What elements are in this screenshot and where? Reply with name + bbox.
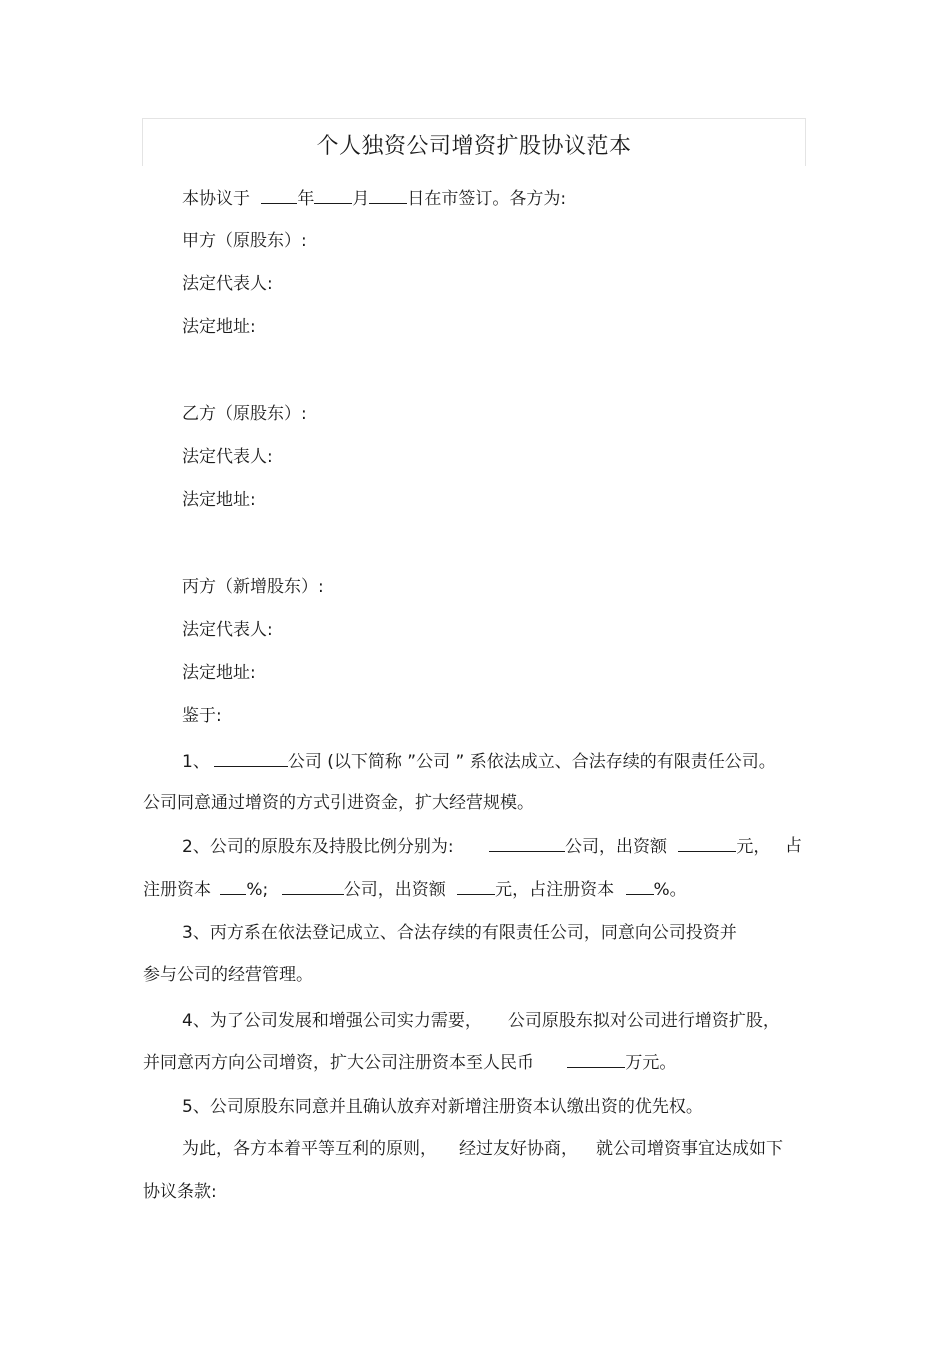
clause-1-text: 公司 (以下简称 ”公司 ” 系依法成立、合法存续的有限责任公司。	[287, 752, 776, 772]
clause-1-number: 1、	[182, 752, 210, 772]
clause-2-lead	[182, 836, 770, 857]
clause-4-line-1	[182, 1011, 780, 1031]
clause-4-text-c: 并同意丙方向公司增资，扩大公司注册资本至人民币	[143, 1053, 534, 1073]
closing-line-1	[182, 1139, 783, 1159]
clause-1-line-2: 公司同意通过增资的方式引进资金，扩大经营规模。	[143, 793, 534, 813]
clause-2-text-c: 元，	[736, 837, 771, 857]
party-c-addr: 法定地址:	[182, 663, 256, 683]
closing-line-2: 协议条款:	[143, 1182, 217, 1202]
ratio-2-blank	[626, 879, 654, 895]
clause-4-line-2	[143, 1052, 676, 1073]
clause-2-text-e: 注册资本	[143, 880, 211, 900]
whereas-label: 鉴于:	[182, 706, 222, 726]
clause-3-line-2: 参与公司的经营管理。	[143, 965, 313, 985]
clause-3-line-1: 3、丙方系在依法登记成立、合法存续的有限责任公司，同意向公司投资并	[182, 923, 737, 943]
clause-2-text-g: 公司，出资额	[343, 880, 446, 900]
clause-2-text-a: 2、公司的原股东及持股比例分别为:	[182, 837, 454, 857]
day-blank	[369, 188, 407, 204]
clause-1-line-1	[182, 751, 776, 772]
clause-4-text-d: 万元。	[625, 1053, 677, 1073]
party-b-rep: 法定代表人:	[182, 447, 273, 467]
clause-4-text-a: 4、为了公司发展和增强公司实力需要，	[182, 1011, 482, 1031]
party-a-addr: 法定地址:	[182, 317, 256, 337]
capital-blank	[567, 1052, 625, 1068]
intro-text-2: 年	[297, 189, 315, 209]
party-c-rep: 法定代表人:	[182, 620, 273, 640]
title-box	[142, 118, 806, 166]
company-name-blank	[214, 751, 288, 767]
document-title: 个人独资公司增资扩股协议范本	[316, 134, 632, 159]
contribution-1-blank	[678, 836, 736, 852]
party-b-addr: 法定地址:	[182, 490, 256, 510]
clause-2-line-2	[143, 879, 687, 900]
ratio-1-blank	[220, 879, 246, 895]
clause-4-text-b: 公司原股东拟对公司进行增资扩股，	[507, 1011, 780, 1031]
closing-text-a: 为此，各方本着平等互利的原则，	[182, 1139, 437, 1159]
clause-2-text-f: %;	[246, 880, 269, 900]
shareholder-1-blank	[489, 836, 565, 852]
month-blank	[314, 188, 352, 204]
party-c-label: 丙方（新增股东）:	[182, 577, 324, 597]
intro-line	[182, 188, 566, 209]
closing-text-b: 经过友好协商，	[459, 1139, 578, 1159]
intro-text-3: 月	[352, 189, 370, 209]
contribution-2-blank	[457, 879, 495, 895]
clause-2-line-1	[182, 836, 802, 857]
clause-5: 5、公司原股东同意并且确认放弃对新增注册资本认缴出资的优先权。	[182, 1097, 703, 1117]
clause-2-text-i: %。	[653, 880, 687, 900]
clause-2-text-b: 公司，出资额	[564, 837, 667, 857]
year-blank	[261, 188, 297, 204]
intro-text-1: 本协议于	[182, 189, 250, 209]
party-a-rep: 法定代表人:	[182, 274, 273, 294]
shareholder-2-blank	[282, 879, 344, 895]
clause-2-text-d: 占	[785, 836, 802, 856]
clause-2-text-h: 元，占注册资本	[495, 880, 615, 900]
closing-text-c: 就公司增资事宜达成如下	[596, 1139, 783, 1159]
party-a-label: 甲方（原股东）:	[182, 231, 307, 251]
intro-text-4: 日在市签订。各方为:	[407, 189, 567, 209]
party-b-label: 乙方（原股东）:	[182, 404, 307, 424]
